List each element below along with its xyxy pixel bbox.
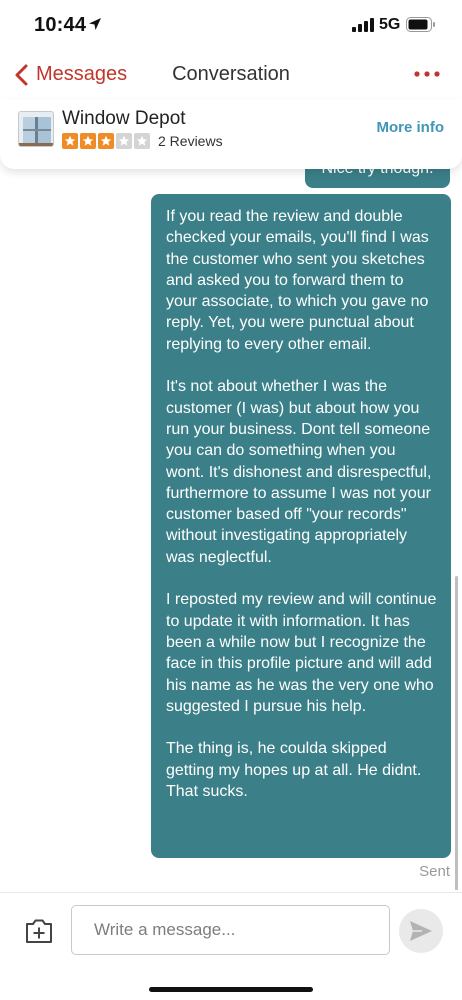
business-name[interactable]: Window Depot bbox=[62, 108, 186, 129]
message-composer bbox=[0, 892, 462, 1000]
star-empty-icon bbox=[134, 133, 150, 149]
message-paragraph: The thing is, he coulda skipped getting my hopes up at all. He didnt. That sucks. bbox=[166, 740, 422, 801]
business-avatar[interactable] bbox=[18, 111, 54, 147]
more-info-link[interactable]: More info bbox=[376, 119, 444, 136]
star-rating bbox=[62, 133, 150, 149]
message-status: Sent bbox=[419, 863, 450, 880]
message-paragraph: It's not about whether I was the customer (I was) but about how you run your business. Dont tell someone you can do something when you wont. It's dishonest and disrespectful, furthermore to assume I was not your customer based off "your records" without investigating appropriately was neglectful. bbox=[166, 378, 432, 566]
send-icon[interactable] bbox=[409, 920, 433, 942]
star-icon bbox=[62, 133, 78, 149]
status-time: 10:44 bbox=[34, 14, 87, 36]
message-bubble bbox=[151, 194, 451, 858]
signal-icon bbox=[352, 18, 374, 32]
message-paragraph: I reposted my review and will continue to update it with information. It has been a while now but I recognize the face in this profile picture and will add his name as he was the very one who suggested I pursue his help. bbox=[166, 591, 437, 715]
nav-bar bbox=[0, 52, 462, 96]
chat-area[interactable] bbox=[0, 96, 462, 890]
message-input[interactable] bbox=[71, 905, 390, 955]
network-type: 5G bbox=[379, 16, 401, 33]
status-bar bbox=[0, 0, 462, 50]
home-indicator[interactable] bbox=[149, 987, 313, 992]
star-icon bbox=[98, 133, 114, 149]
review-count[interactable]: 2 Reviews bbox=[158, 133, 223, 149]
window-thumbnail-icon bbox=[19, 112, 54, 147]
camera-add-icon[interactable] bbox=[24, 917, 54, 945]
page-title: Conversation bbox=[172, 63, 290, 85]
battery-icon bbox=[406, 17, 436, 32]
location-arrow-icon bbox=[88, 17, 102, 31]
star-empty-icon bbox=[116, 133, 132, 149]
send-button[interactable] bbox=[399, 909, 443, 953]
business-header bbox=[0, 99, 462, 169]
scroll-indicator[interactable] bbox=[455, 576, 458, 890]
more-dots-icon[interactable] bbox=[412, 63, 442, 85]
back-label[interactable]: Messages bbox=[36, 63, 128, 85]
message-paragraph: If you read the review and double checked your emails, you'll find I was the customer who sent you sketches and asked you to forward them to your associate, to which you gave no reply. Yet, you were punctual about replying to every other email. bbox=[166, 208, 429, 353]
star-icon bbox=[80, 133, 96, 149]
